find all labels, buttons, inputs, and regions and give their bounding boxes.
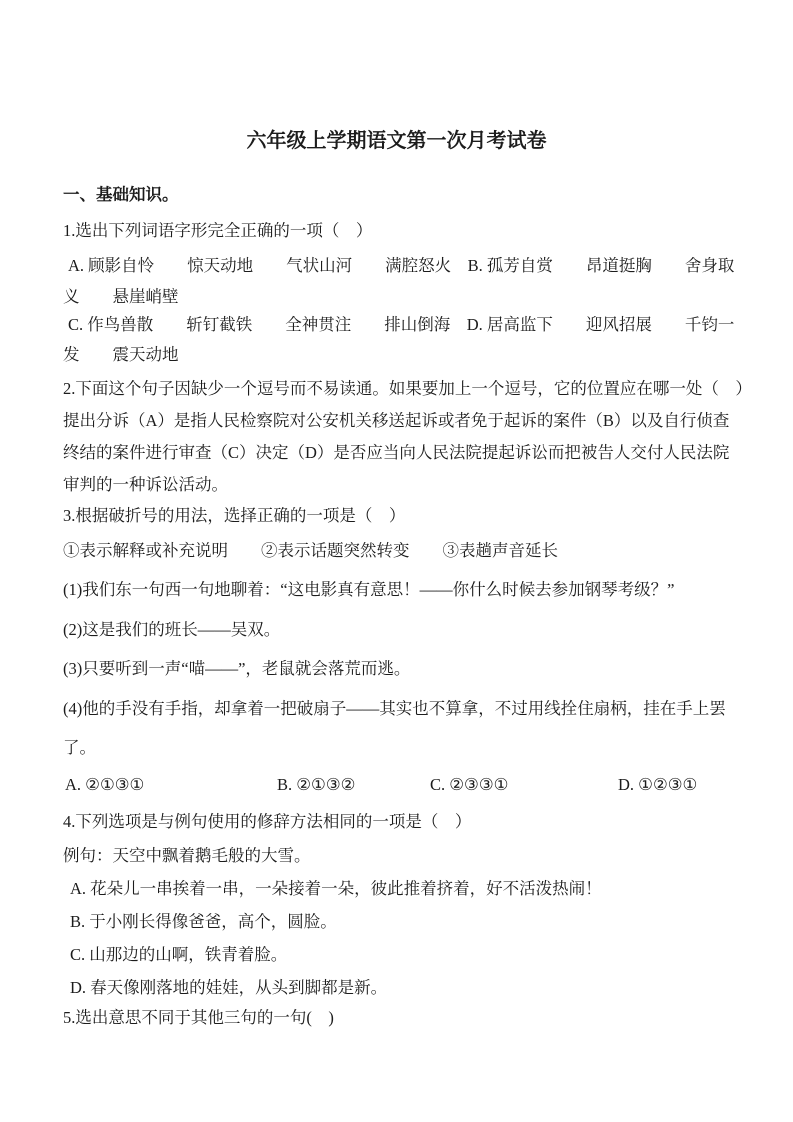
q3-item-3: (3)只要听到一声“喵——”，老鼠就会落荒而逃。 <box>63 659 411 678</box>
q3-option-c: C. ②③③① <box>430 775 509 794</box>
q2-prompt-line-1: 2.下面这个句子因缺少一个逗号而不易读通。如果要加上一个逗号，它的位置应在哪一处（ ） <box>63 379 752 398</box>
q3-option-d: D. ①②③① <box>618 775 698 794</box>
q4-option-b: B. 于小刚长得像爸爸，高个，圆脸。 <box>70 912 337 931</box>
q1-options-line-1: A. 顾影自怜 惊天动地 气状山河 满腔怒火 B. 孤芳自赏 昂道挺胸 舍身取 <box>68 256 735 275</box>
q3-item-2: (2)这是我们的班长——吴双。 <box>63 620 281 639</box>
q3-item-4-line-2: 了。 <box>63 738 96 757</box>
q4-option-c: C. 山那边的山啊，铁青着脸。 <box>70 945 288 964</box>
q3-answer-options-row <box>0 775 793 799</box>
q1-prompt: 1.选出下列词语字形完全正确的一项（ ） <box>63 221 373 240</box>
q4-option-d: D. 春天像刚落地的娃娃，从头到脚都是新。 <box>70 978 388 997</box>
q4-option-a: A. 花朵儿一串挨着一串，一朵接着一朵，彼此推着挤着，好不活泼热闹！ <box>70 879 602 898</box>
q3-option-a: A. ②①③① <box>65 775 145 794</box>
q2-prompt-line-4: 审判的一种诉讼活动。 <box>63 475 228 494</box>
q2-prompt-line-3: 终结的案件进行审查（C）决定（D）是否应当向人民法院提起诉讼而把被告人交付人民法院 <box>63 443 730 462</box>
q4-prompt: 4.下列选项是与例句使用的修辞方法相同的一项是（ ） <box>63 812 472 831</box>
q1-options-line-3: C. 作鸟兽散 斩钉截铁 全神贯注 排山倒海 D. 居高监下 迎风招展 千钧一 <box>68 315 735 334</box>
q1-options-line-2: 义 悬崖峭壁 <box>63 287 179 306</box>
section-heading: 一、基础知识。 <box>63 185 179 204</box>
q3-prompt: 3.根据破折号的用法，选择正确的一项是（ ） <box>63 506 406 525</box>
q3-legend: ①表示解释或补充说明 ②表示话题突然转变 ③表趟声音延长 <box>63 541 558 560</box>
q4-example: 例句：天空中飘着鹅毛般的大雪。 <box>63 846 311 865</box>
q3-item-4-line-1: (4)他的手没有手指，却拿着一把破扇子——其实也不算拿，不过用线拴住扇柄，挂在手上罢 <box>63 699 726 718</box>
q3-item-1: (1)我们东一句西一句地聊着：“这电影真有意思！——你什么时候去参加钢琴考级？” <box>63 580 675 599</box>
q2-prompt-line-2: 提出分诉（A）是指人民检察院对公安机关移送起诉或者免于起诉的案件（B）以及自行侦查 <box>63 411 730 430</box>
q3-option-b: B. ②①③② <box>277 775 356 794</box>
page-title: 六年级上学期语文第一次月考试卷 <box>246 130 547 152</box>
q1-options-line-4: 发 震天动地 <box>63 345 179 364</box>
q5-prompt: 5.选出意思不同于其他三句的一句( ) <box>63 1008 334 1027</box>
